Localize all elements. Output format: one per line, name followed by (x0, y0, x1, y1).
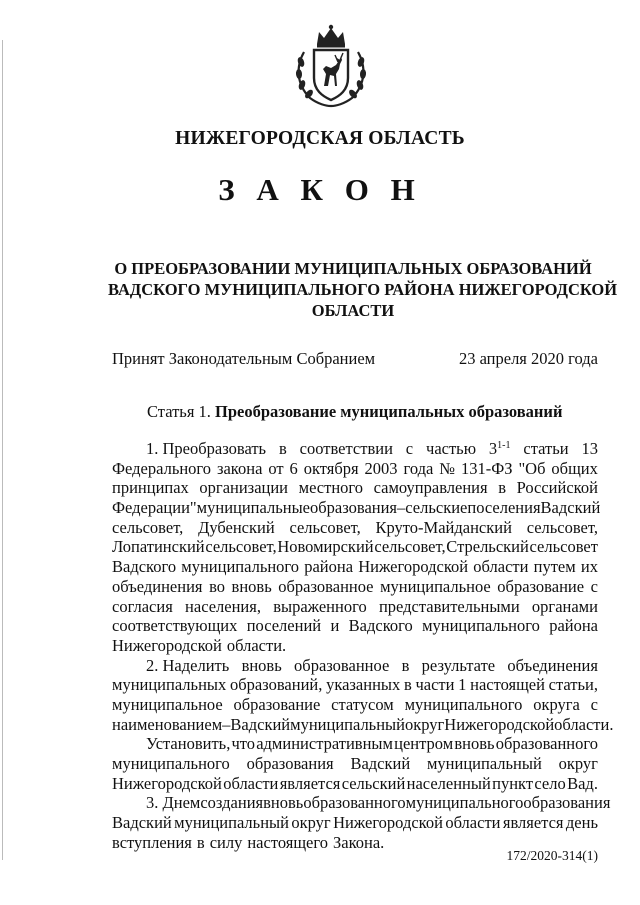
text-word: 2. Наделить (146, 655, 230, 675)
text-word: сельский (341, 773, 406, 793)
text-word: статьи, (548, 675, 598, 695)
text-word: Вадский (230, 714, 291, 734)
superscript-part: 1-1 (497, 440, 511, 451)
region-heading: НИЖЕГОРОДСКАЯ ОБЛАСТЬ (175, 128, 465, 149)
law-title (108, 258, 618, 321)
text-word: муниципальных (112, 675, 227, 695)
text-word: Установить, (146, 734, 231, 754)
text-word: от (268, 458, 284, 478)
text-word: Вадский (350, 754, 411, 773)
text-word: муниципального (422, 616, 540, 636)
text-word: выраженного (273, 596, 367, 616)
text-line (112, 636, 598, 656)
part-reference (489, 439, 511, 459)
text-word: сельсовет, (205, 537, 277, 557)
text-word: местного (298, 478, 364, 498)
text-word: – (222, 714, 231, 734)
article-heading (147, 402, 562, 422)
text-word: образование (497, 576, 585, 596)
text-word: Федерации" (112, 498, 197, 518)
law-title-line: ВАДСКОГО МУНИЦИПАЛЬНОГО РАЙОНА НИЖЕГОРОДСКОЙ (108, 280, 618, 299)
text-line (112, 714, 614, 735)
text-word: муниципального (181, 557, 300, 577)
text-word: принципах (112, 478, 189, 498)
text-word: наименованием (112, 714, 223, 734)
text-word: Круто-Майданский (375, 517, 512, 537)
text-word: силу (209, 832, 243, 852)
text-word: поселения (467, 498, 541, 518)
text-line (112, 813, 598, 833)
text-word: сельские (405, 498, 468, 518)
text-word: является (279, 773, 341, 793)
article-body (112, 439, 614, 852)
adopted-by: Принят Законодательным Собранием (112, 349, 376, 368)
text-word: 13 (581, 439, 598, 458)
text-word: населения, (185, 596, 261, 616)
text-word: представительными (378, 596, 520, 616)
text-word: округа (533, 694, 580, 714)
text-line (112, 774, 598, 794)
text-line (112, 695, 598, 715)
text-line (112, 478, 598, 498)
text-word: вступления (112, 832, 192, 852)
text-word: день (565, 813, 598, 833)
scan-margin-line (2, 40, 3, 860)
text-word: вновь (263, 793, 304, 813)
text-word: района (304, 557, 354, 577)
text-word: соответствии (299, 439, 393, 458)
text-line (112, 557, 598, 577)
text-word: вновь (241, 655, 282, 675)
text-word: Новомирский (277, 537, 374, 557)
text-word: муниципального (404, 694, 523, 714)
text-word: района (549, 616, 598, 636)
text-word: – (397, 498, 406, 518)
text-word: сельсовет, (526, 517, 598, 537)
text-word: сельсовет (529, 537, 598, 557)
text-word: пункт (492, 773, 534, 793)
text-word: Российской (516, 478, 598, 498)
text-word: Лопатинский (112, 537, 205, 557)
text-word: статусом (331, 694, 394, 714)
text-word: в (498, 478, 506, 498)
text-word: результате (421, 655, 496, 675)
coat-of-arms-icon (290, 22, 372, 108)
text-word: муниципальный (426, 754, 542, 773)
text-word: общих (551, 458, 598, 478)
text-word: Вадский (540, 498, 601, 518)
text-line (112, 439, 598, 459)
text-word: 6 (289, 458, 298, 478)
document-type-heading: З А К О Н (218, 172, 422, 207)
text-word: Нижегородской (333, 813, 443, 833)
text-word: округ (558, 754, 598, 773)
text-word: с (405, 439, 414, 458)
text-word: области. (554, 714, 614, 734)
text-word: области (473, 557, 529, 577)
text-word: центром (394, 734, 454, 754)
text-word: октября (303, 458, 359, 478)
text-word: согласия (112, 596, 173, 616)
text-line (112, 577, 598, 597)
text-word: их (580, 557, 598, 577)
text-word: части (415, 675, 455, 695)
text-word: село (534, 773, 566, 793)
text-word: статьи (523, 439, 569, 458)
text-word: образований, (229, 675, 323, 695)
text-word: в (403, 675, 412, 695)
text-word: в (401, 655, 410, 675)
text-word: с (590, 576, 598, 596)
text-line (112, 518, 598, 538)
text-word: 131-ФЗ (460, 458, 513, 478)
text-word: Нижегородской (112, 773, 222, 793)
text-word: 2003 (364, 458, 398, 478)
text-word: в (278, 439, 287, 458)
text-word: 3 (488, 439, 498, 458)
text-word: Вад. (567, 773, 598, 793)
text-word: объединения (507, 655, 598, 675)
text-word: муниципальное (112, 694, 223, 714)
text-word: 1. Преобразовать (146, 439, 267, 458)
text-word: образованное (278, 576, 374, 596)
document-code: 172/2020-314(1) (506, 848, 598, 863)
text-word: сельсовет, (374, 537, 446, 557)
text-word: образованного (495, 734, 598, 754)
law-title-line: О ПРЕОБРАЗОВАНИИ МУНИЦИПАЛЬНЫХ ОБРАЗОВАНИЙ (114, 259, 592, 278)
text-word: путем (533, 557, 576, 577)
article-title: Преобразование муниципальных образований (215, 402, 563, 421)
text-word: Нижегородской (358, 557, 469, 577)
text-word: округ (291, 813, 331, 833)
text-word: образования (523, 793, 611, 813)
text-line (112, 675, 598, 695)
text-word: настоящей (470, 675, 545, 695)
text-word: муниципального (405, 793, 524, 813)
text-word: 3. Днем (146, 793, 201, 813)
text-word: Нижегородской (444, 714, 555, 734)
text-line (112, 616, 598, 636)
text-word: образования (246, 754, 334, 773)
text-word: Федерального (112, 458, 212, 478)
text-word: и (330, 616, 340, 636)
text-word: образование (233, 694, 321, 714)
text-line (112, 656, 598, 676)
text-word: с (590, 694, 598, 714)
text-word: муниципальное (380, 576, 491, 596)
text-word: поселений (246, 616, 322, 636)
text-line (112, 754, 598, 774)
text-line (112, 734, 598, 754)
text-word: области (445, 813, 501, 833)
text-word: административным (256, 734, 393, 754)
text-word: области (223, 773, 279, 793)
text-line (112, 793, 611, 813)
text-word: Вадского (348, 616, 413, 636)
text-word: настоящего (247, 832, 328, 852)
text-word: округ (404, 714, 445, 734)
text-line (112, 597, 598, 617)
text-word: что (231, 734, 256, 754)
text-word: Вадского (112, 557, 177, 577)
text-word: муниципальный (174, 813, 289, 833)
article-number: Статья 1. (147, 402, 211, 421)
text-word: вновь (231, 576, 272, 596)
text-word: сельсовет, (289, 517, 361, 537)
text-word: Дубенский (198, 517, 275, 537)
text-line (112, 498, 601, 518)
text-word: объединения (112, 576, 203, 596)
text-word: вновь (454, 734, 495, 754)
text-word: муниципальный (290, 714, 405, 734)
text-word: № (439, 458, 456, 478)
text-word: закона (216, 458, 263, 478)
text-word: муниципальные (196, 498, 310, 518)
text-word: в (196, 832, 205, 852)
text-word: сельсовет, (112, 517, 184, 537)
text-line (112, 537, 598, 557)
text-word: Стрельский (446, 537, 529, 557)
text-word: муниципального (112, 754, 230, 773)
text-word: организации (199, 478, 289, 498)
text-word: указанных (326, 675, 401, 695)
text-word: во (209, 576, 225, 596)
adoption-line (112, 349, 598, 369)
law-title-line: ОБЛАСТИ (311, 301, 395, 320)
text-word: является (502, 813, 564, 833)
text-word: области. (226, 635, 287, 655)
text-word: населенный (406, 773, 491, 793)
text-line (112, 459, 598, 479)
text-word: 1 (458, 675, 467, 695)
text-word: создания (200, 793, 264, 813)
text-word: Закона. (332, 832, 385, 852)
text-word: года (403, 458, 434, 478)
text-word: образования (309, 498, 398, 518)
text-word: Вадский (112, 813, 172, 833)
text-word: органами (531, 596, 598, 616)
text-word: самоуправления (373, 478, 488, 498)
text-word: Нижегородской (112, 635, 222, 655)
text-word: образованное (294, 655, 390, 675)
text-word: частью (426, 439, 477, 458)
text-word: "Об (518, 458, 546, 478)
adoption-date: 23 апреля 2020 года (458, 349, 598, 368)
text-word: образованного (303, 793, 406, 813)
text-word: соответствующих (112, 616, 238, 636)
